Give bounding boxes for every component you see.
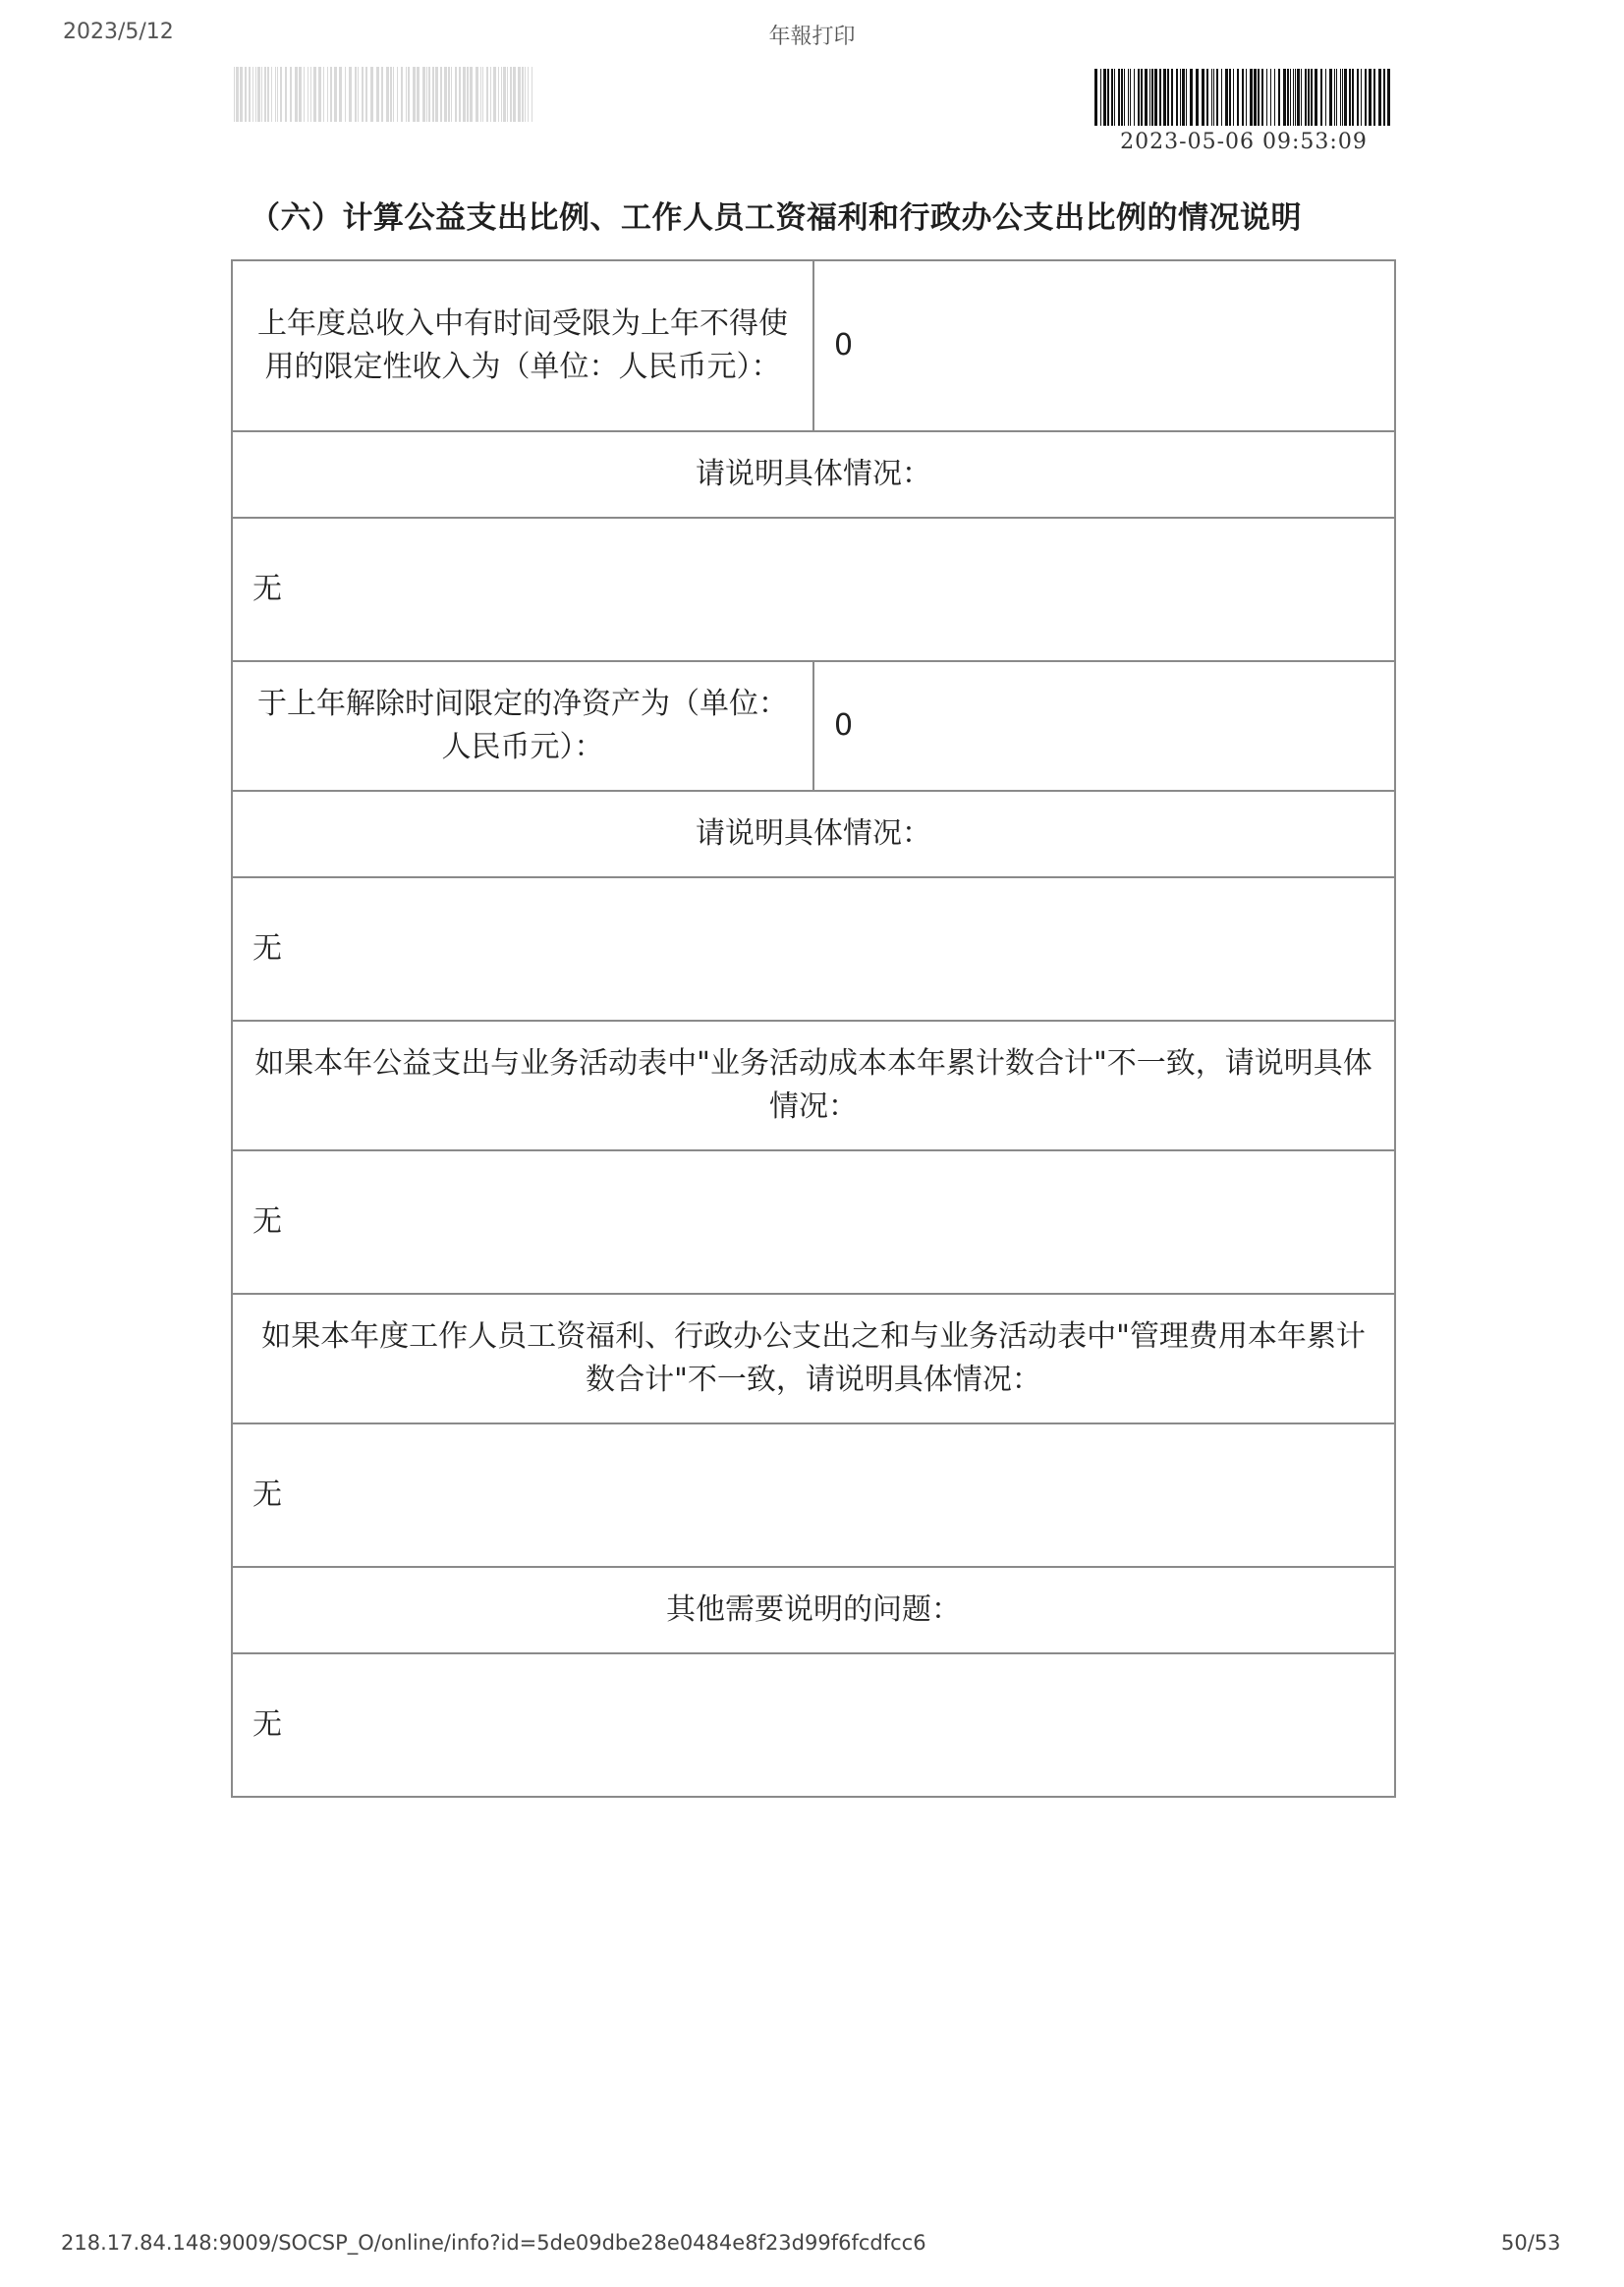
other-issues-answer: 无	[232, 1653, 1395, 1797]
public-welfare-mismatch-answer: 无	[232, 1150, 1395, 1294]
released-net-assets-label: 于上年解除时间限定的净资产为（单位：人民币元）：	[232, 661, 813, 791]
barcode-image	[1094, 69, 1393, 126]
faded-barcode-image	[234, 67, 534, 122]
table-row	[232, 1021, 1395, 1150]
admin-expense-mismatch-heading: 如果本年度工作人员工资福利、行政办公支出之和与业务活动表中"管理费用本年累计数合计"不一致，请说明具体情况：	[232, 1294, 1395, 1423]
print-date: 2023/5/12	[63, 20, 174, 44]
public-welfare-mismatch-heading: 如果本年公益支出与业务活动表中"业务活动成本本年累计数合计"不一致，请说明具体情况：	[232, 1021, 1395, 1150]
restricted-income-value: 0	[813, 260, 1395, 431]
table-row	[232, 661, 1395, 791]
table-row	[232, 518, 1395, 661]
table-row	[232, 877, 1395, 1021]
table-row	[232, 260, 1395, 431]
footer-url: 218.17.84.148:9009/SOCSP_O/online/info?id=5de09dbe28e0484e8f23d99f6fcdfcc6	[61, 2231, 926, 2255]
detail-answer: 无	[232, 877, 1395, 1021]
table-row	[232, 1423, 1395, 1567]
table-row	[232, 1653, 1395, 1797]
table-row	[232, 1150, 1395, 1294]
other-issues-heading: 其他需要说明的问题：	[232, 1567, 1395, 1653]
explanation-table	[231, 259, 1396, 1798]
print-title: 年報打印	[768, 25, 856, 49]
page-number: 50/53	[1501, 2231, 1561, 2255]
table-row	[232, 1294, 1395, 1423]
table-row	[232, 431, 1395, 518]
detail-answer: 无	[232, 518, 1395, 661]
detail-heading: 请说明具体情况：	[232, 431, 1395, 518]
table-row	[232, 1567, 1395, 1653]
detail-heading: 请说明具体情况：	[232, 791, 1395, 877]
restricted-income-label: 上年度总收入中有时间受限为上年不得使用的限定性收入为（单位：人民币元）：	[232, 260, 813, 431]
section-title: （六）计算公益支出比例、工作人员工资福利和行政办公支出比例的情况说明	[250, 200, 1302, 236]
released-net-assets-value: 0	[813, 661, 1395, 791]
admin-expense-mismatch-answer: 无	[232, 1423, 1395, 1567]
barcode-timestamp: 2023-05-06 09:53:09	[1120, 130, 1368, 154]
table-row	[232, 791, 1395, 877]
